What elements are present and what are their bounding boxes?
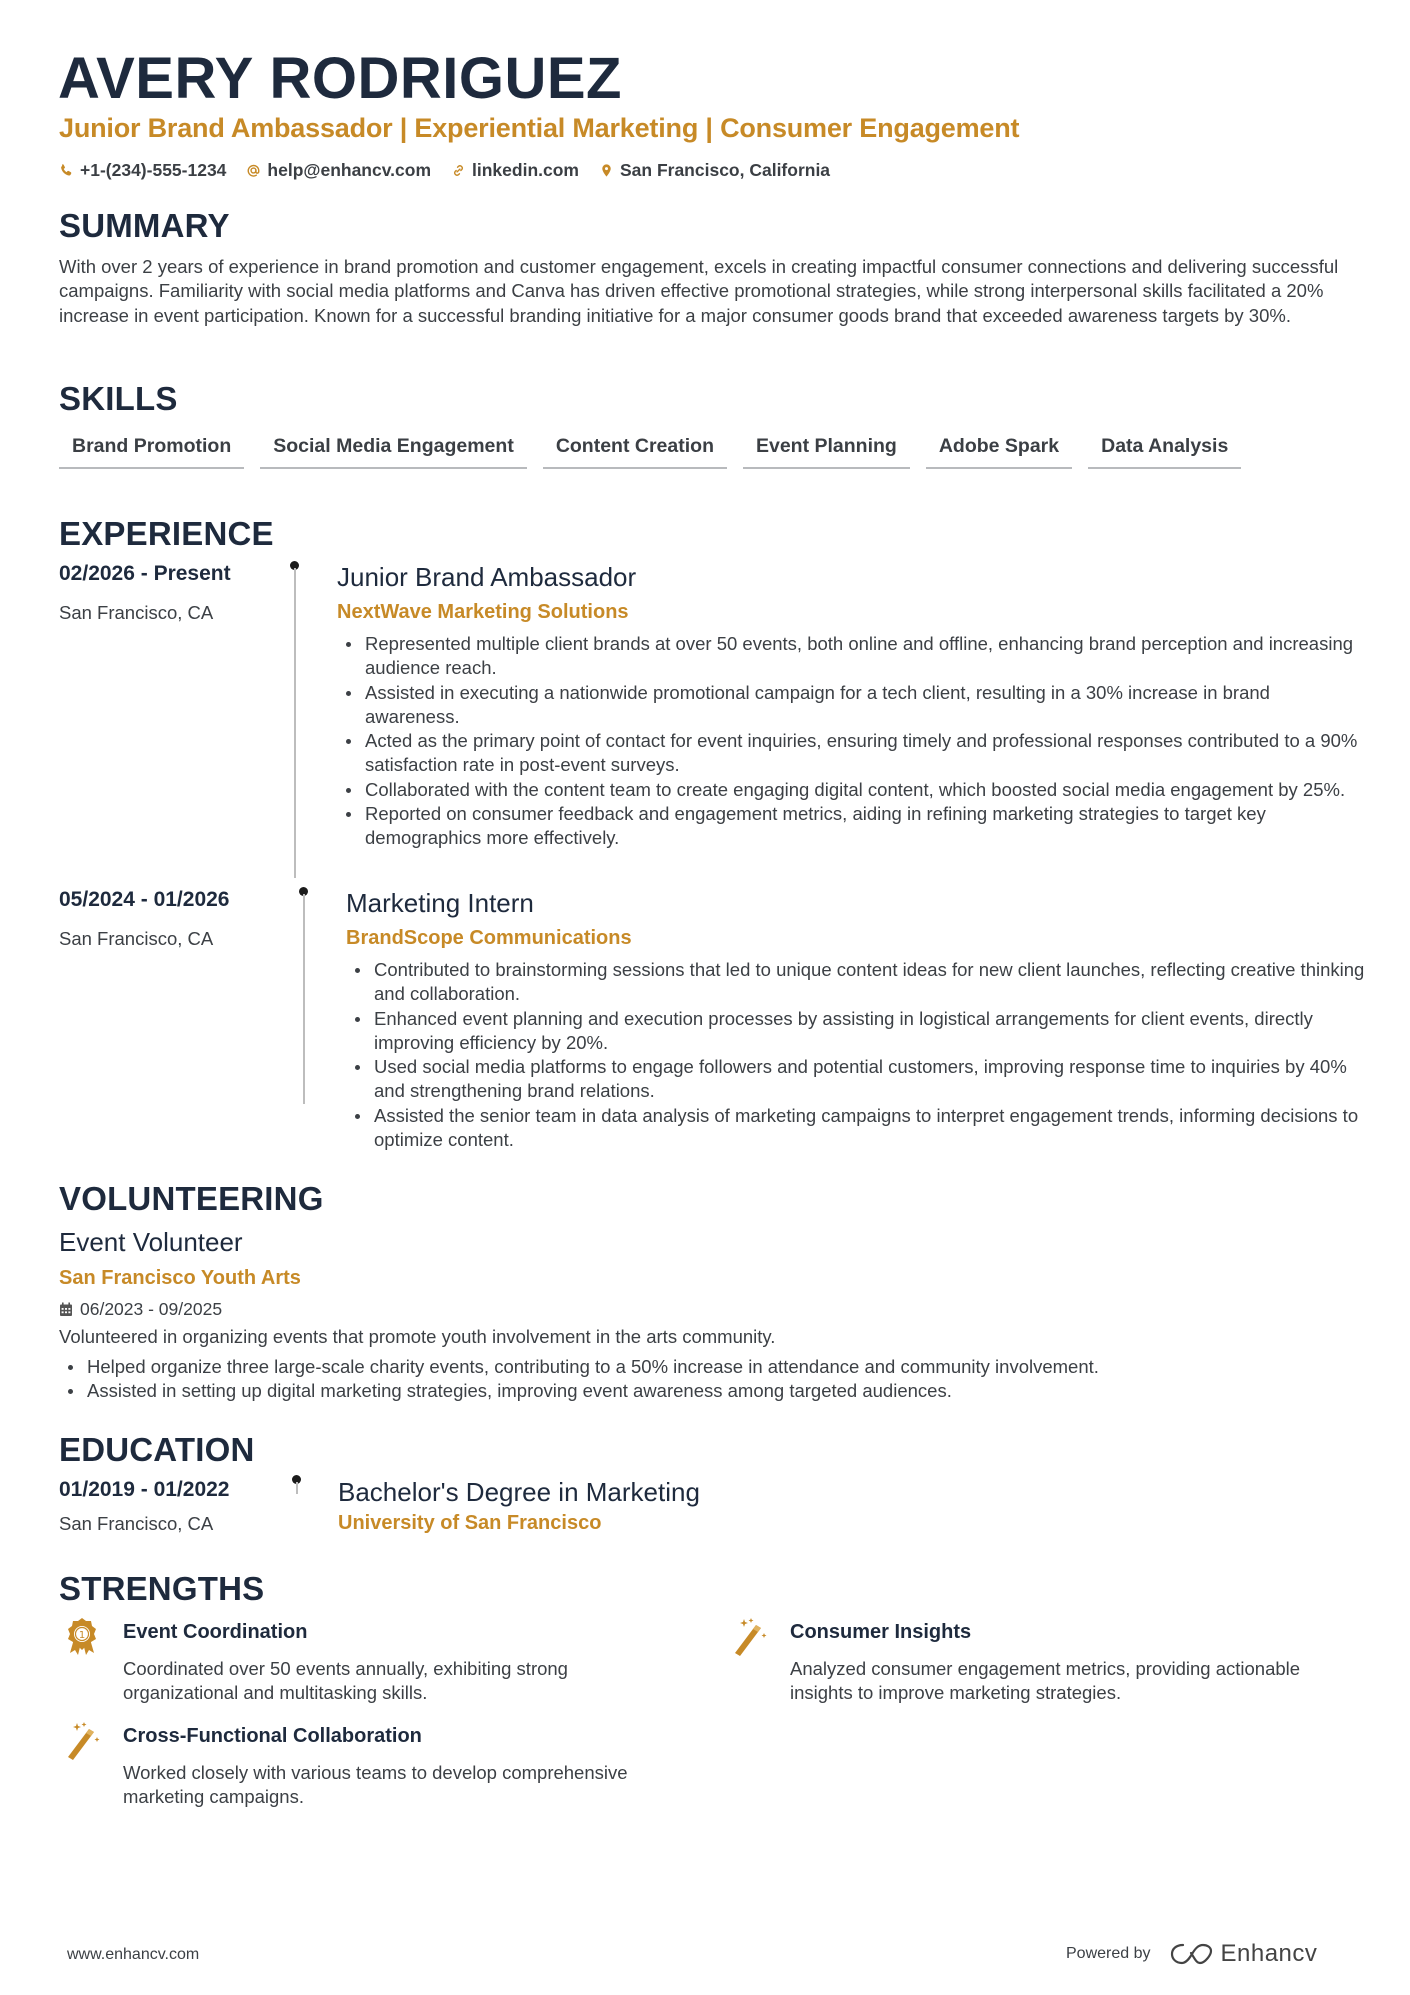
summary-text: With over 2 years of experience in brand promotion and customer engagement, excels in creating impactful consumer connections and delivering successful campaigns. Familiarity with social media platforms and Canva has driven effective promotional strategies, while strong interpersonal skills facilitated a 20% increase in event participation. Known for a successful branding initiative for a major consumer goods brand that exceeded awareness targets by 30%. — [59, 256, 1339, 326]
experience-location: San Francisco, CA — [59, 928, 214, 949]
volunteer-organization: San Francisco Youth Arts — [59, 1267, 301, 1289]
strength-description: Coordinated over 50 events annually, exhibiting strong organizational and multitasking skills. — [123, 1658, 568, 1704]
volunteer-description: Volunteered in organizing events that promote youth involvement in the arts community. — [59, 1326, 776, 1347]
volunteer-role: Event Volunteer — [59, 1227, 243, 1257]
contact-phone[interactable] — [59, 160, 226, 181]
volunteering-heading: VOLUNTEERING — [59, 1180, 324, 1217]
skills-list — [59, 432, 1241, 469]
bullet-item: Collaborated with the content team to create engaging digital content, which boosted social media engagement by 25%. — [337, 778, 1362, 802]
job-bullets — [346, 958, 1366, 1152]
bullet-item: Assisted in executing a nationwide promotional campaign for a tech client, resulting in a 30% increase in brand awareness. — [337, 681, 1362, 730]
magic-wand-icon — [730, 1617, 768, 1657]
enhancv-logo[interactable] — [1169, 1940, 1318, 1968]
experience-heading: EXPERIENCE — [59, 515, 274, 552]
education-dates: 01/2019 - 01/2022 — [59, 1478, 230, 1501]
bullet-item: Enhanced event planning and execution processes by assisting in logistical arrangements for client events, directly improving efficiency by 20%. — [346, 1007, 1366, 1056]
enhancv-logo-icon — [1169, 1941, 1215, 1967]
at-icon — [246, 163, 261, 178]
bullet-item: Represented multiple client brands at over 50 events, both online and offline, enhancing brand perception and increasing audience reach. — [337, 632, 1362, 681]
company-name: NextWave Marketing Solutions — [337, 601, 629, 623]
job-title: Junior Brand Ambassador — [337, 562, 637, 592]
footer-powered-by — [1066, 1940, 1317, 1968]
timeline-line — [296, 1482, 298, 1494]
strength-title: Cross-Functional Collaboration — [123, 1725, 422, 1747]
link-icon — [451, 163, 466, 178]
contact-linkedin-text: linkedin.com — [472, 160, 579, 180]
skill-chip: Content Creation — [543, 432, 727, 469]
bullet-item: Used social media platforms to engage followers and potential customers, improving response time to inquiries by 40% and strengthening brand relations. — [346, 1055, 1366, 1104]
strengths-heading: STRENGTHS — [59, 1570, 265, 1607]
timeline-line — [294, 568, 296, 878]
skill-chip: Event Planning — [743, 432, 910, 469]
award-medal-icon — [63, 1617, 101, 1657]
volunteer-dates — [59, 1297, 222, 1321]
summary-heading: SUMMARY — [59, 207, 230, 244]
skill-chip: Brand Promotion — [59, 432, 244, 469]
phone-icon — [59, 163, 74, 178]
bullet-item: Assisted the senior team in data analysis of marketing campaigns to interpret engagement trends, informing decisions to optimize content. — [346, 1104, 1366, 1153]
skill-chip: Adobe Spark — [926, 432, 1072, 469]
svg-text:1: 1 — [78, 1630, 86, 1641]
skill-chip: Data Analysis — [1088, 432, 1241, 469]
brand-name: Enhancv — [1220, 1940, 1318, 1967]
contact-location-text: San Francisco, California — [619, 160, 831, 180]
candidate-name: AVERY RODRIGUEZ — [58, 46, 622, 111]
volunteer-bullets — [59, 1355, 1359, 1404]
contact-email-text: help@enhancv.com — [267, 160, 432, 180]
bullet-item: Contributed to brainstorming sessions that led to unique content ideas for new client launches, reflecting creative thinking and collaboration. — [346, 958, 1366, 1007]
contact-location — [599, 160, 830, 181]
contact-bar — [59, 160, 830, 181]
location-pin-icon — [599, 163, 614, 178]
magic-wand-icon — [63, 1721, 101, 1761]
calendar-icon — [59, 1302, 73, 1317]
bullet-item: Assisted in setting up digital marketing strategies, improving event awareness among targeted audiences. — [59, 1379, 1359, 1403]
volunteer-dates-text: 06/2023 - 09/2025 — [80, 1299, 223, 1319]
school-name: University of San Francisco — [338, 1512, 602, 1534]
contact-linkedin[interactable] — [451, 160, 579, 181]
timeline-line — [303, 894, 305, 1104]
experience-dates: 05/2024 - 01/2026 — [59, 888, 230, 911]
contact-phone-text: +1-(234)-555-1234 — [80, 160, 227, 180]
degree-title: Bachelor's Degree in Marketing — [338, 1477, 700, 1507]
bullet-item: Helped organize three large-scale charity events, contributing to a 50% increase in attendance and community involvement. — [59, 1355, 1359, 1379]
strength-description: Analyzed consumer engagement metrics, providing actionable insights to improve marketing strategies. — [790, 1658, 1301, 1704]
job-bullets — [337, 632, 1362, 851]
skill-chip: Social Media Engagement — [260, 432, 527, 469]
headline: Junior Brand Ambassador | Experiential Marketing | Consumer Engagement — [59, 113, 1020, 143]
powered-by-label: Powered by — [1066, 1945, 1151, 1962]
bullet-item: Acted as the primary point of contact for event inquiries, ensuring timely and professional responses contributed to a 90% satisfaction rate in post-event surveys. — [337, 729, 1362, 778]
company-name: BrandScope Communications — [346, 927, 632, 949]
strength-title: Event Coordination — [123, 1621, 308, 1643]
job-title: Marketing Intern — [346, 888, 534, 918]
education-heading: EDUCATION — [59, 1431, 255, 1468]
experience-dates: 02/2026 - Present — [59, 562, 231, 585]
skills-heading: SKILLS — [59, 380, 178, 417]
education-location: San Francisco, CA — [59, 1513, 214, 1534]
strength-title: Consumer Insights — [790, 1621, 972, 1643]
strength-description: Worked closely with various teams to develop comprehensive marketing campaigns. — [123, 1762, 628, 1808]
experience-location: San Francisco, CA — [59, 602, 214, 623]
contact-email[interactable] — [246, 160, 431, 181]
bullet-item: Reported on consumer feedback and engagement metrics, aiding in refining marketing strategies to target key demographics more effectively. — [337, 802, 1362, 851]
footer-website-link[interactable]: www.enhancv.com — [67, 1946, 200, 1963]
